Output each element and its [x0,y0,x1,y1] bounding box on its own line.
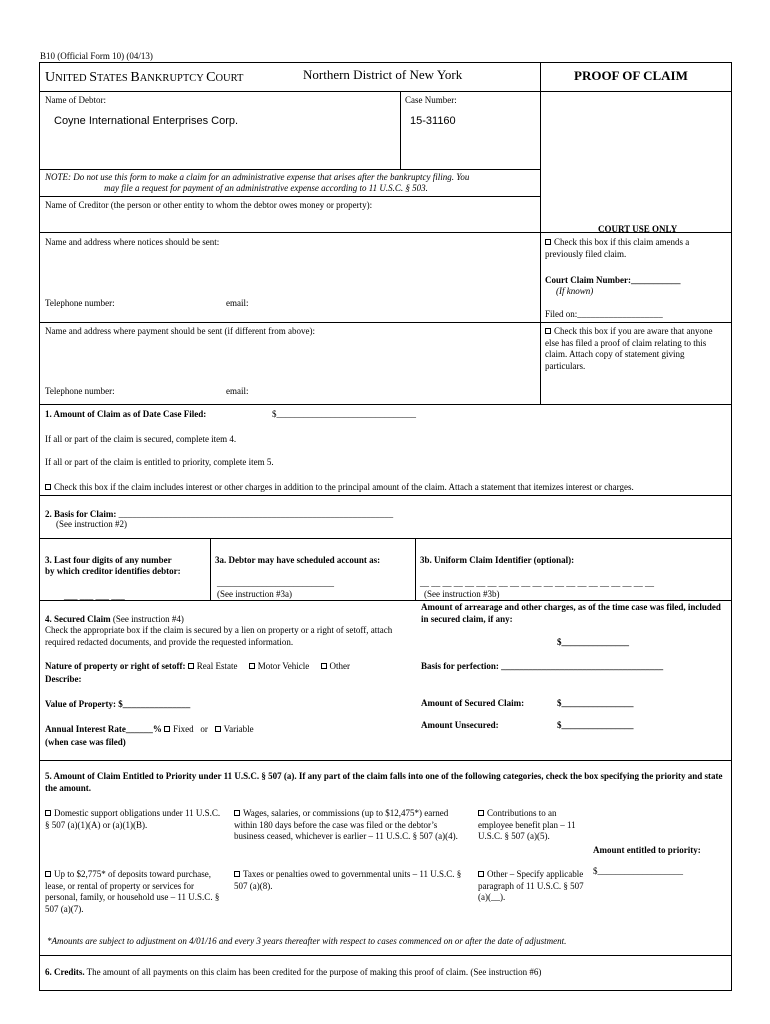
case-number-value[interactable]: 15-31160 [410,115,456,127]
note-line-1: NOTE: Do not use this form to make a claim for an administrative expense that arises after the bankruptcy filing. You [45,172,470,182]
if-known-note: (If known) [556,286,594,296]
debtor-label: Name of Debtor: [45,95,106,105]
domestic-support-checkbox[interactable]: Domestic support obligations under 11 U.S.C. § 507 (a)(1)(A) or (a)(1)(B). [45,808,221,830]
note-rule [39,196,541,197]
secured-note: If all or part of the claim is secured, complete item 4. [45,434,237,444]
form-id: B10 (Official Form 10) (04/13) [40,51,153,61]
checkbox-icon[interactable] [545,239,551,245]
item4-label: 4. Secured Claim (See instruction #4) [45,614,184,624]
item2-bottom-rule [39,538,732,539]
email-2-label: email: [226,386,249,396]
priority-amount-field[interactable]: $___________________ [593,866,683,876]
other-checkbox[interactable]: Other [321,661,351,671]
header-rule [39,91,732,92]
checkbox-icon[interactable] [321,663,327,669]
checkbox-icon[interactable] [249,663,255,669]
checkbox-icon[interactable] [234,871,240,877]
notices-rule [39,322,732,323]
checkbox-icon[interactable] [45,871,51,877]
payment-address-label: Name and address where payment should be sent (if different from above): [45,326,315,336]
item5-label: 5. Amount of Claim Entitled to Priority under 11 U.S.C. § 507 (a). If any part of the claim falls into one of the following categories, check the box specifying the priority and state the amount. [45,771,723,793]
arrearage-label: Amount of arrearage and other charges, as of the time case was filed, included in secured claim, if any: [421,602,721,624]
debtor-rule [39,169,541,170]
notices-address-label: Name and address where notices should be sent: [45,237,220,247]
basis-for-perfection[interactable]: Basis for perfection: ____________________________________ [421,661,664,671]
claim-amount-field[interactable]: $_______________________________ [272,409,416,419]
adjustment-footnote: *Amounts are subject to adjustment on 4/01/16 and every 3 years thereafter with respect to cases commenced on or after the date of adjustment. [47,936,567,946]
item2-instruction: (See instruction #2) [56,519,127,529]
wages-checkbox[interactable]: Wages, salaries, or commissions (up to $12,475*) earned within 180 days before the case was filed or the debtor’s business ceased, whichever is earlier – 11 U.S.C. § 507 (a)(4). [234,808,458,842]
item3-divider-b [415,538,416,600]
note-line-2: may file a request for payment of an administrative expense according to 11 U.S.C. § 503. [104,183,428,193]
filed-on[interactable]: Filed on:___________________ [545,309,663,319]
interest-rate-field[interactable]: Annual Interest Rate______% [45,724,162,734]
item3-label-1: 3. Last four digits of any number [45,555,172,565]
checkbox-icon[interactable] [164,726,170,732]
district-name: Northern District of New York [303,67,463,82]
when-filed-note: (when case was filed) [45,737,126,747]
other-priority-checkbox[interactable]: Other – Specify applicable paragraph of 11 U.S.C. § 507 (a)(__). [478,869,584,903]
item3b-instruction: (See instruction #3b) [424,589,500,599]
checkbox-icon[interactable] [188,663,194,669]
contributions-checkbox[interactable]: Contributions to an employee benefit plan – 11 U.S.C. § 507 (a)(5). [478,808,576,842]
checkbox-icon[interactable] [545,328,551,334]
checkbox-icon[interactable] [478,810,484,816]
court-claim-number[interactable]: Court Claim Number:___________ [545,275,681,285]
item1-top-rule [39,404,732,405]
telephone-2-label: Telephone number: [45,386,115,396]
deposits-checkbox[interactable]: Up to $2,775* of deposits toward purchase, lease, or rental of property or services for personal, family, or household use – 11 U.S.C. § 507 (a)(7). [45,869,220,915]
taxes-checkbox[interactable]: Taxes or penalties owed to governmental units – 11 U.S.C. § 507 (a)(8). [234,869,462,891]
item3b-label: 3b. Uniform Claim Identifier (optional): [420,555,575,565]
checkbox-icon[interactable] [215,726,221,732]
item5-bottom-rule [39,955,732,956]
debtor-name[interactable]: Coyne International Enterprises Corp. [54,115,239,127]
unsecured-amount-field[interactable]: $________________ [557,720,634,730]
item4-description: Check the appropriate box if the claim is secured by a lien on property or a right of setoff, attach required redacted documents, and provide the requested information. [45,625,393,647]
item4-bottom-rule [39,760,732,761]
amends-checkbox[interactable]: Check this box if this claim amends a previously filed claim. [545,237,690,259]
basis-for-claim[interactable]: 2. Basis for Claim: _____________________________________________________________ [45,509,394,519]
value-of-property[interactable]: Value of Property: $_______________ [45,699,191,709]
priority-note: If all or part of the claim is entitled to priority, complete item 5. [45,457,274,467]
item3a-instruction: (See instruction #3a) [217,589,292,599]
checkbox-icon[interactable] [45,484,51,490]
form-title: PROOF OF CLAIM [574,68,688,83]
unsecured-amount-label: Amount Unsecured: [421,720,499,730]
interest-rate-row: Annual Interest Rate______% Fixed or Variable [45,724,254,734]
case-number-divider [400,91,401,169]
claim-identifier-field[interactable]: __ __ __ __ __ __ __ __ __ __ __ __ __ __ __ __ __ __ __ __ __ [420,578,654,588]
case-number-label: Case Number: [405,95,457,105]
item3-bottom-rule [39,600,732,601]
court-name: UNITED STATES BANKRUPTCY COURT [45,70,244,85]
fixed-checkbox[interactable]: Fixed [164,724,194,734]
amount-entitled-label: Amount entitled to priority: [593,845,701,855]
telephone-label: Telephone number: [45,298,115,308]
arrearage-field[interactable]: $_______________ [557,637,629,647]
email-label: email: [226,298,249,308]
court-use-title: COURT USE ONLY [598,224,678,234]
nature-of-property: Nature of property or right of setoff: Real Estate Motor Vehicle Other [45,661,351,671]
describe-label: Describe: [45,674,82,684]
item1-bottom-rule [39,495,732,496]
item1-label: 1. Amount of Claim as of Date Case Filed: [45,409,207,419]
variable-checkbox[interactable]: Variable [215,724,254,734]
secured-amount-field[interactable]: $________________ [557,698,634,708]
scheduled-account-field[interactable]: __________________________ [217,578,334,588]
checkbox-icon[interactable] [234,810,240,816]
checkbox-icon[interactable] [478,871,484,877]
real-estate-checkbox[interactable]: Real Estate [188,661,238,671]
item3a-label: 3a. Debtor may have scheduled account as: [215,555,381,565]
secured-amount-label: Amount of Secured Claim: [421,698,525,708]
aware-checkbox[interactable]: Check this box if you are aware that anyone else has filed a proof of claim relating to this claim. Attach copy of statement giving particulars. [545,326,713,372]
last-four-digits-field[interactable]: ___ ___ ___ ___ [64,591,125,601]
court-use-divider [540,232,541,404]
item6-credits: 6. Credits. The amount of all payments on this claim has been credited for the purpose of making this proof of claim. (See instruction #6) [45,967,542,977]
item3-label-2: by which creditor identifies debtor: [45,566,181,576]
interest-checkbox[interactable]: Check this box if the claim includes interest or other charges in addition to the principal amount of the claim. Attach a statement that itemizes interest or charges. [45,482,634,492]
creditor-name-label: Name of Creditor (the person or other entity to whom the debtor owes money or property): [45,200,373,210]
checkbox-icon[interactable] [45,810,51,816]
right-column-divider [540,62,541,240]
motor-vehicle-checkbox[interactable]: Motor Vehicle [249,661,310,671]
item3-divider-a [210,538,211,600]
